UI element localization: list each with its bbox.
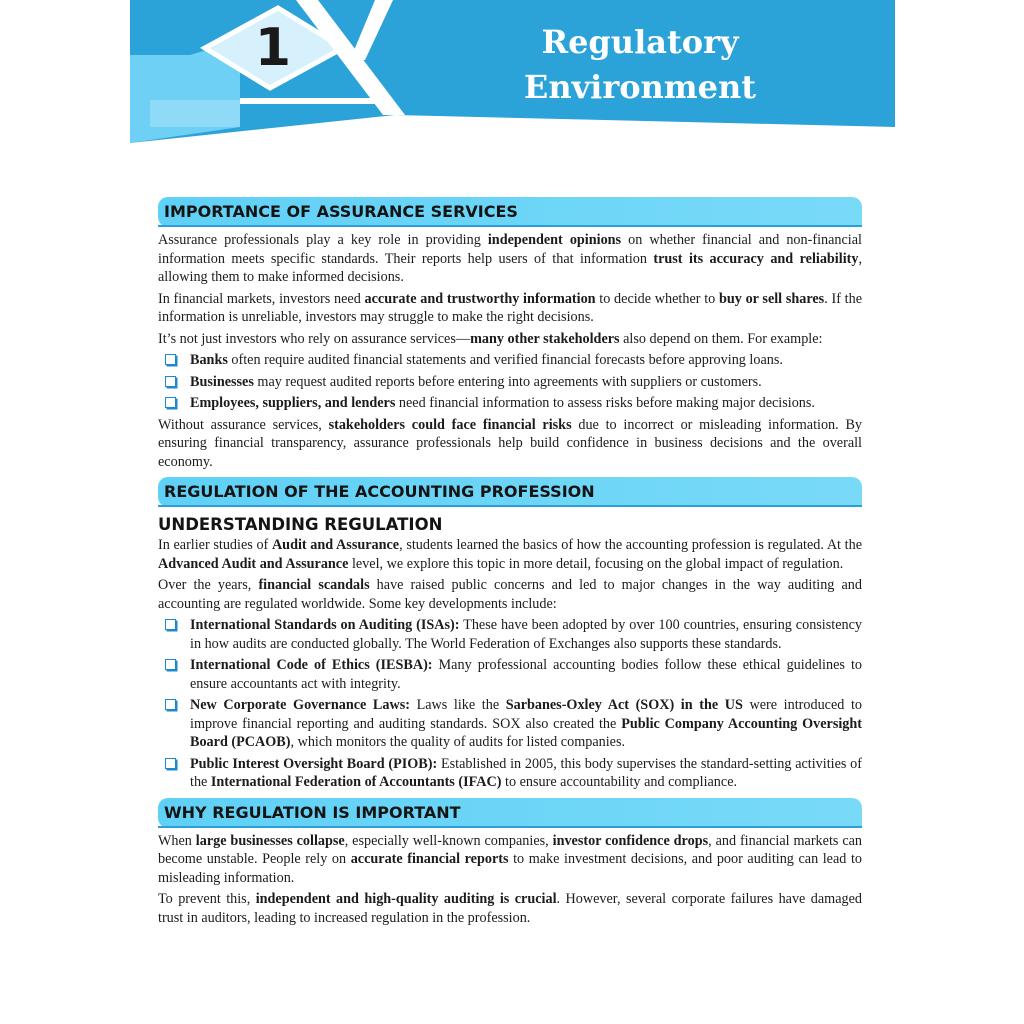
list-item: Employees, suppliers, and lenders need financial information to assess risks before making major decisions. [158, 394, 862, 413]
checkbox-bullet-icon [165, 376, 176, 387]
list-item: Banks often require audited financial statements and verified financial forecasts before approving loans. [158, 351, 862, 370]
list-item: Businesses may request audited reports before entering into agreements with suppliers or customers. [158, 373, 862, 392]
section-title: IMPORTANCE OF ASSURANCE SERVICES [164, 202, 518, 221]
paragraph: It’s not just investors who rely on assurance services—many other stakeholders also depend on them. For example: [158, 330, 823, 347]
section-title: WHY REGULATION IS IMPORTANT [164, 802, 461, 822]
section-header [158, 477, 862, 507]
section-title: REGULATION OF THE ACCOUNTING PROFESSION [164, 482, 595, 501]
chapter-title-line-2: Environment [523, 68, 757, 106]
paragraph: In earlier studies of Audit and Assurance, students learned the basics of how the accounting profession is regulated. At the Advanced Audit and Assurance level, we explore this topic in more detail, focusing on the global impact of regulation. [158, 537, 862, 572]
banner-pale-panel [150, 100, 240, 127]
paragraph: Assurance professionals play a key role in providing independent opinions on whether financial and non-financial information meets specific standards. Their reports help users of that information trust its accuracy and reliability, allowing them to make informed decisions. [158, 232, 862, 285]
chapter-number: 1 [254, 18, 292, 78]
list-item: International Code of Ethics (IESBA): Many professional accounting bodies follow these ethical guidelines to ensure accountants act with integrity. [158, 656, 862, 693]
checkbox-bullet-icon [165, 699, 176, 710]
paragraph: In financial markets, investors need accurate and trustworthy information to decide whether to buy or sell shares. If the information is unreliable, investors may struggle to make the right decisions. [158, 290, 862, 325]
section-header [158, 197, 862, 227]
checkbox-bullet-icon [165, 659, 176, 670]
paragraph: To prevent this, independent and high-quality auditing is crucial. However, several corporate failures have damaged trust in auditors, leading to increased regulation in the profession. [158, 891, 863, 926]
paragraph: Without assurance services, stakeholders could face financial risks due to incorrect or misleading information. By ensuring financial transparency, assurance professionals help build confidence in business decisions and the overall economy. [158, 416, 863, 470]
section-header [158, 798, 862, 828]
chapter-title-line-1: Regulatory [541, 23, 739, 61]
subheading: UNDERSTANDING REGULATION [158, 515, 443, 534]
paragraph: Over the years, financial scandals have raised public concerns and led to major changes in the way auditing and accounting are regulated worldwide. Some key developments include: [158, 577, 862, 612]
chapter-title [500, 20, 780, 110]
paragraph: When large businesses collapse, especially well-known companies, investor confidence drops, and financial markets can become unstable. People rely on accurate financial reports to make investment decisions, and poor auditing can lead to misleading information. [158, 832, 863, 886]
checkbox-bullet-icon [165, 354, 176, 365]
bullet-list [158, 616, 862, 792]
page-content [158, 191, 862, 930]
bullet-list [158, 351, 862, 413]
list-item: International Standards on Auditing (ISAs): These have been adopted by over 100 countries, ensuring consistency in how audits are conducted globally. The World Federation of Exchanges also supports these standards. [158, 616, 862, 653]
checkbox-bullet-icon [165, 619, 176, 630]
checkbox-bullet-icon [165, 397, 176, 408]
banner-stripe-3 [240, 98, 383, 104]
list-item: New Corporate Governance Laws: Laws like the Sarbanes-Oxley Act (SOX) in the US were introduced to improve financial reporting and auditing standards. SOX also created the Public Company Accounting Oversight Board (PCAOB), which monitors the quality of audits for listed companies. [158, 696, 862, 752]
list-item: Public Interest Oversight Board (PIOB): Established in 2005, this body supervises the standard-setting activities of the International Federation of Accountants (IFAC) to ensure accountability and compliance. [158, 755, 862, 792]
checkbox-bullet-icon [165, 758, 176, 769]
